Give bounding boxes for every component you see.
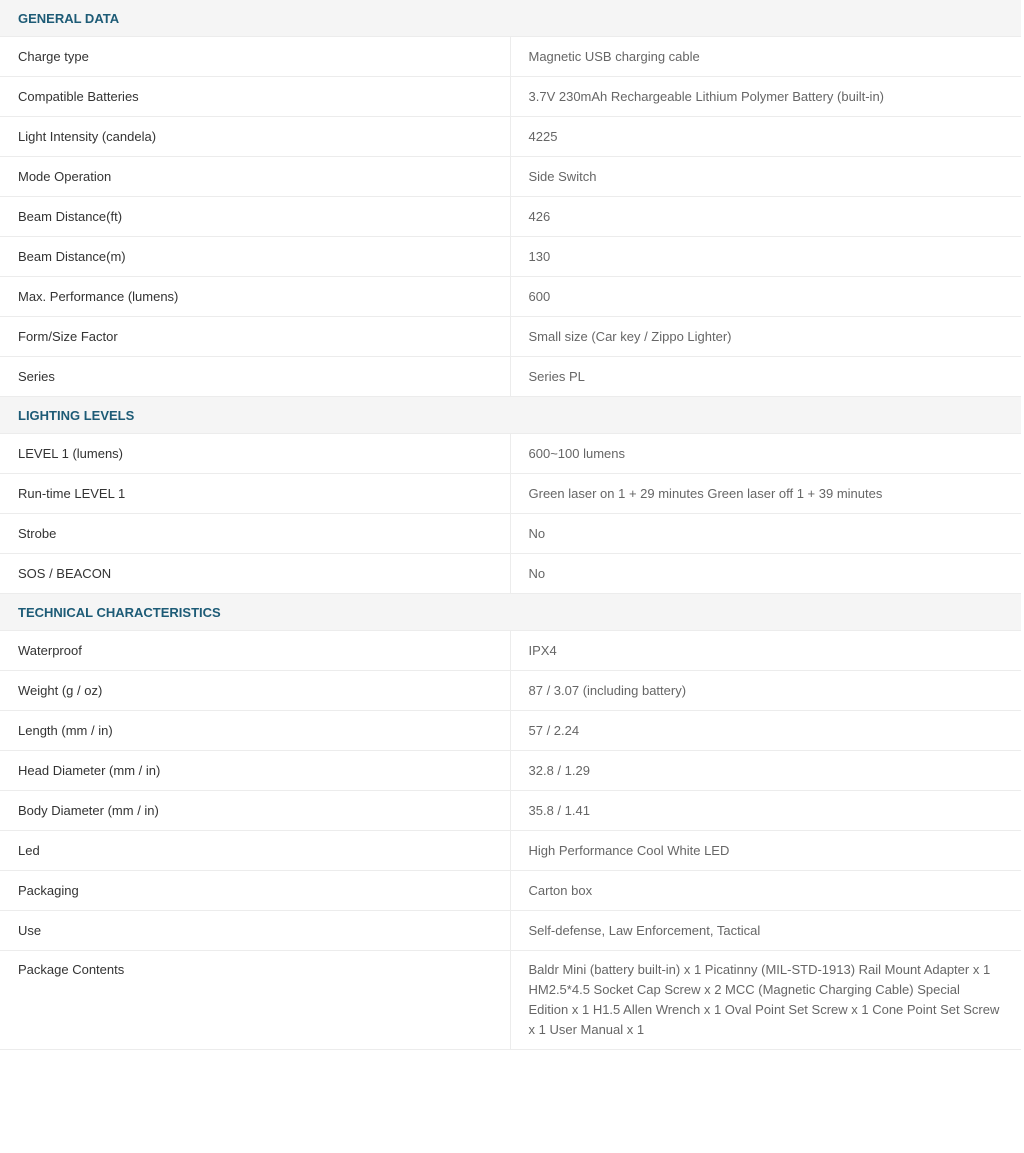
spec-label: Light Intensity (candela) <box>0 117 510 157</box>
spec-label: Mode Operation <box>0 157 510 197</box>
table-row <box>0 671 1021 711</box>
table-row <box>0 514 1021 554</box>
spec-value: 3.7V 230mAh Rechargeable Lithium Polymer Battery (built-in) <box>510 77 1021 117</box>
spec-value: Carton box <box>510 871 1021 911</box>
spec-label: Use <box>0 911 510 951</box>
spec-value: IPX4 <box>510 631 1021 671</box>
table-row <box>0 157 1021 197</box>
spec-value: 4225 <box>510 117 1021 157</box>
spec-value: Baldr Mini (battery built-in) x 1 Picatinny (MIL-STD-1913) Rail Mount Adapter x 1 HM2.5*4.5 Socket Cap Screw x 2 MCC (Magnetic Charging Cable) Special Edition x 1 H1.5 Allen Wrench x 1 Oval Point Set Screw x 1 Cone Point Set Screw x 1 User Manual x 1 <box>510 951 1021 1050</box>
section-header-general-data <box>0 0 1021 37</box>
spec-value: 130 <box>510 237 1021 277</box>
spec-value: Green laser on 1 + 29 minutes Green laser off 1 + 39 minutes <box>510 474 1021 514</box>
table-row <box>0 791 1021 831</box>
spec-label: Strobe <box>0 514 510 554</box>
spec-label: Length (mm / in) <box>0 711 510 751</box>
table-row <box>0 951 1021 1050</box>
spec-label: Body Diameter (mm / in) <box>0 791 510 831</box>
table-row <box>0 237 1021 277</box>
spec-label: Max. Performance (lumens) <box>0 277 510 317</box>
table-row <box>0 751 1021 791</box>
spec-value: 600 <box>510 277 1021 317</box>
spec-label: Led <box>0 831 510 871</box>
spec-value: Side Switch <box>510 157 1021 197</box>
spec-value: Magnetic USB charging cable <box>510 37 1021 77</box>
spec-label: Weight (g / oz) <box>0 671 510 711</box>
table-row <box>0 197 1021 237</box>
spec-label: Packaging <box>0 871 510 911</box>
spec-value: 87 / 3.07 (including battery) <box>510 671 1021 711</box>
spec-label: Beam Distance(m) <box>0 237 510 277</box>
spec-value: Series PL <box>510 357 1021 397</box>
table-row <box>0 317 1021 357</box>
spec-value: No <box>510 514 1021 554</box>
table-row <box>0 911 1021 951</box>
section-title: LIGHTING LEVELS <box>0 397 1021 434</box>
spec-label: Charge type <box>0 37 510 77</box>
spec-label: Waterproof <box>0 631 510 671</box>
table-row <box>0 631 1021 671</box>
table-row <box>0 37 1021 77</box>
spec-label: Package Contents <box>0 951 510 1050</box>
spec-label: Beam Distance(ft) <box>0 197 510 237</box>
spec-label: LEVEL 1 (lumens) <box>0 434 510 474</box>
spec-value: 32.8 / 1.29 <box>510 751 1021 791</box>
table-row <box>0 831 1021 871</box>
section-title: GENERAL DATA <box>0 0 1021 37</box>
table-row <box>0 474 1021 514</box>
table-row <box>0 117 1021 157</box>
spec-label: SOS / BEACON <box>0 554 510 594</box>
spec-label: Head Diameter (mm / in) <box>0 751 510 791</box>
section-header-technical-characteristics <box>0 594 1021 631</box>
table-row <box>0 711 1021 751</box>
section-title: TECHNICAL CHARACTERISTICS <box>0 594 1021 631</box>
table-row <box>0 871 1021 911</box>
spec-value: Self-defense, Law Enforcement, Tactical <box>510 911 1021 951</box>
spec-value: Small size (Car key / Zippo Lighter) <box>510 317 1021 357</box>
spec-label: Series <box>0 357 510 397</box>
spec-value: 600~100 lumens <box>510 434 1021 474</box>
table-row <box>0 554 1021 594</box>
spec-value: No <box>510 554 1021 594</box>
spec-label: Form/Size Factor <box>0 317 510 357</box>
spec-value: 35.8 / 1.41 <box>510 791 1021 831</box>
spec-value: High Performance Cool White LED <box>510 831 1021 871</box>
section-header-lighting-levels <box>0 397 1021 434</box>
spec-value: 57 / 2.24 <box>510 711 1021 751</box>
table-row <box>0 77 1021 117</box>
spec-label: Compatible Batteries <box>0 77 510 117</box>
spec-label: Run-time LEVEL 1 <box>0 474 510 514</box>
table-row <box>0 357 1021 397</box>
table-row <box>0 277 1021 317</box>
spec-value: 426 <box>510 197 1021 237</box>
table-row <box>0 434 1021 474</box>
